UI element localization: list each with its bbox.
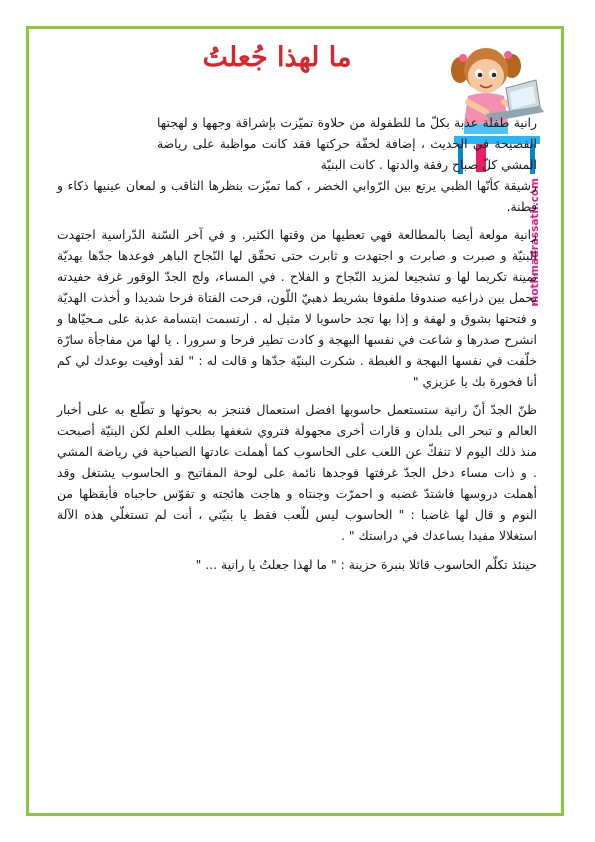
story-body (57, 112, 537, 582)
paragraph-1 (57, 112, 537, 217)
paragraph-1-tail: رشيقة كأنّها الظبي يرتع بين الرّوابي الخضر ، كما تميّزت بنظرها الثاقب و لمعان عينيها ذكاء و فطنة. (57, 178, 537, 214)
paragraph-2: رانية مولعة أيضا بالمطالعة فهي تعطيها من وقتها الكثير. و في آخر السّنة الدّراسية اجتهدت البنيّة و صبرت و صابرت و اجتهدت و ثابرت حتى تحقّق لها النّجاح الباهر فوعدها جدّها بهديّة ثمينة تكريما لها و تشجيعا لمزيد النّجاح و الفلاح . في المساء، ولج الجدّ الوقور غرفة حفيدته يحمل بين ذراعيه صندوقا ملفوفا بشريط ذهبيّ اللّون، فرحت الفتاة فرحا شديدا و أخذت الهديّة و فتحتها بشوق و لهفة و إذا بها تجد حاسوبا لا مثيل له . ارتسمت ابتسامة عذبة على مـحيّاها و انشرح صدرها و شاعت في نفسها البهجة و كادت تطير فرحا و سرورا . يا لها من مفاجأة سارّة خلّفت في نفسها البهجة و الغبطة . شكرت البنيّة جدّها و قالت له : " لقد أوفيت بوعدك لي كم أنا فخورة بك يا عزيزي " (57, 227, 537, 389)
page-title: ما لهذا جُعلتُ (202, 42, 352, 73)
paragraph-4: حينئذ تكلّم الحاسوب قائلا بنبرة حزينة : " ما لهذا جعلتُ يا رانية ... " (195, 557, 537, 572)
paragraph-3: ظنّ الجدّ أنّ رانية ستستعمل حاسوبها افضل استعمال فتنجز به بحوثها و تطّلع به على أخبار العالم و تبحر الى بلدان و قارات أخرى مجهولة فتروي شغفها بطلب العلم لكن البنيّة أصبحت منذ ذلك اليوم لا تنفكّ عن اللعب على الحاسوب كما أهملت عادتها الصباحية في رياضة المشي . و ذات مساء دخل الجدّ غرفتها فوجدها نائمة على لوحة المفاتيح و الحاسوب يشتغل وقد أهملت دروسها فاشتدّ غضبه و احمرّت وجنتاه و هاجت هائجته و تقوّس حاجباه فأيقظها من النوم و قال لها غاضبا : " الحاسوب ليس للّعب فقط يا بنيّتي ، أنت لم تستغلّي هذه الآلة استغلالا مفيدا يساعدك في دراستك " . (57, 402, 537, 543)
paragraph-1-lead: رانية طفلة عذبة بكلّ ما للطفولة من حلاوة تميّزت بإشراقة وجهها و لهجتها الفصيحة في الحديث ، إضافة لخفّة حركتها فقد كانت مواظبة على رياضة المشي كلّ صباح رفقة والدتها . كانت البنيّة (157, 115, 537, 172)
watermark-text: mothmadrassatii.com (529, 178, 541, 307)
